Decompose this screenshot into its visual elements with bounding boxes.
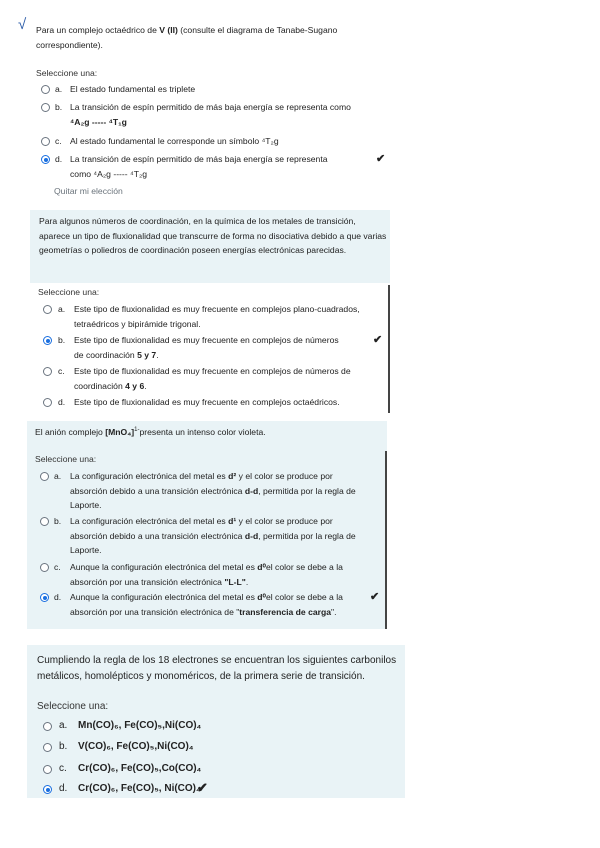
option-text-line3: Laporte.	[70, 500, 102, 510]
option-text-line2: ⁴A₂g ----- ⁴T₁g	[70, 117, 127, 127]
q2-option-c[interactable]	[30, 364, 390, 394]
option-text-line2: como ⁴A₂g ----- ⁴T₂g	[70, 169, 148, 179]
q2-radio-b[interactable]	[43, 336, 52, 345]
option-letter: d.	[54, 592, 62, 602]
option-letter: c.	[54, 562, 61, 572]
q2-option-b[interactable]	[30, 333, 390, 363]
option-text: Cr(CO)₆, Fe(CO)₅, Ni(CO)₄	[78, 783, 201, 794]
option-text: El estado fundamental es triplete	[70, 84, 196, 94]
option-text: La configuración electrónica del metal es d¹ y el color se produce por	[70, 516, 333, 526]
q1-option-b[interactable]	[30, 100, 390, 130]
option-letter: a.	[58, 304, 66, 314]
q4-option-d[interactable]	[27, 782, 405, 798]
option-text: V(CO)₆, Fe(CO)₅,Ni(CO)₄	[78, 741, 194, 752]
option-letter: d.	[58, 397, 66, 407]
option-text-line2: absorción debido a una transición electrónica d-d, permitida por la regla de	[70, 485, 356, 496]
q1-radio-b[interactable]	[41, 103, 50, 112]
correct-mark-icon: √	[18, 16, 27, 33]
option-text: Este tipo de fluxionalidad es muy frecuente en complejos octaédricos.	[74, 397, 340, 407]
option-text: Este tipo de fluxionalidad es muy frecuente en complejos plano-cuadrados,	[74, 304, 360, 314]
question-2-stem: Para algunos números de coordinación, en la química de los metales de transición, aparece un tipo de fluxionalidad que transcurre de forma no disociativa debido a que varias geometrías o poliedros de coordinación poseen energías electrónicas parecidas.	[39, 216, 387, 255]
option-letter: b.	[54, 516, 62, 526]
option-text-line2: absorción por una transición electrónica "L-L".	[70, 576, 249, 587]
q3-option-a[interactable]	[27, 469, 387, 513]
select-prompt: Seleccione una:	[37, 701, 109, 712]
option-letter: b.	[55, 102, 63, 112]
option-letter: b.	[58, 335, 66, 345]
question-3	[27, 421, 387, 629]
option-text-line2: absorción por una transición electrónica de "transferencia de carga".	[70, 606, 337, 617]
q3-option-b[interactable]	[27, 514, 387, 558]
correct-check-icon: ✔	[373, 334, 383, 346]
q4-radio-c[interactable]	[43, 765, 52, 774]
q4-option-a[interactable]	[27, 719, 405, 735]
q3-option-c[interactable]	[27, 560, 387, 590]
answer-rail	[385, 451, 387, 629]
clear-choice-link[interactable]: Quitar mi elección	[54, 186, 123, 196]
q1-radio-c[interactable]	[41, 137, 50, 146]
option-text: La transición de espín permitido de más baja energía se representa	[70, 154, 328, 164]
question-2-answers	[30, 283, 390, 413]
option-text: Este tipo de fluxionalidad es muy frecuente en complejos de números	[74, 335, 339, 345]
option-text-line2: absorción debido a una transición electrónica d-d, permitida por la regla de	[70, 530, 356, 541]
option-text: La transición de espín permitido de más baja energía se representa como	[70, 102, 351, 112]
q4-radio-a[interactable]	[43, 722, 52, 731]
correct-check-icon: ✔	[197, 780, 208, 795]
q1-option-c[interactable]	[30, 134, 390, 149]
q3-radio-d[interactable]	[40, 593, 49, 602]
q2-radio-a[interactable]	[43, 305, 52, 314]
correct-check-icon: ✔	[376, 153, 386, 165]
select-prompt: Seleccione una:	[36, 68, 98, 78]
select-prompt: Seleccione una:	[38, 287, 100, 297]
q1-option-a[interactable]	[30, 82, 390, 97]
q4-option-b[interactable]	[27, 740, 405, 756]
select-prompt: Seleccione una:	[35, 454, 97, 464]
q2-option-a[interactable]	[30, 302, 390, 332]
q4-radio-d[interactable]	[43, 785, 52, 794]
option-text: Al estado fundamental le corresponde un símbolo ⁴T₂g	[70, 136, 279, 146]
question-2	[30, 210, 390, 283]
option-letter: a.	[54, 471, 62, 481]
q4-option-c[interactable]	[27, 762, 405, 778]
q2-radio-d[interactable]	[43, 398, 52, 407]
option-text-line2: coordinación 4 y 6.	[74, 381, 147, 391]
option-text: La configuración electrónica del metal es d² y el color se produce por	[70, 471, 333, 481]
option-text: Aunque la configuración electrónica del metal es d⁰el color se debe a la	[70, 592, 343, 602]
q3-radio-b[interactable]	[40, 517, 49, 526]
option-text-line2: de coordinación 5 y 7.	[74, 350, 159, 360]
q3-radio-c[interactable]	[40, 563, 49, 572]
option-text-line3: Laporte.	[70, 545, 102, 555]
option-text-line2: tetraédricos y bipirámide trigonal.	[74, 319, 201, 329]
question-4	[27, 645, 405, 798]
question-4-stem: Cumpliendo la regla de los 18 electrones se encuentran los siguientes carbonilos metálicos, homolépticos y monoméricos, de la primera serie de transición.	[37, 655, 397, 682]
question-3-stem: El anión complejo $[MnO_4]^{1-}presenta$ un intenso color violeta.	[35, 427, 266, 437]
q2-radio-c[interactable]	[43, 367, 52, 376]
answer-rail	[388, 285, 390, 413]
q4-radio-b[interactable]	[43, 743, 52, 752]
option-text: Mn(CO)₆, Fe(CO)₅,Ni(CO)₄	[78, 720, 202, 731]
question-1	[30, 20, 390, 200]
q3-radio-a[interactable]	[40, 472, 49, 481]
option-text: Este tipo de fluxionalidad es muy frecuente en complejos de números de	[74, 366, 351, 376]
q2-option-d[interactable]	[30, 395, 390, 410]
q1-radio-d[interactable]	[41, 155, 50, 164]
q1-radio-a[interactable]	[41, 85, 50, 94]
option-letter: a.	[55, 84, 63, 94]
option-letter: c.	[59, 763, 67, 774]
correct-check-icon: ✔	[370, 591, 380, 603]
option-letter: c.	[58, 366, 65, 376]
option-text: Aunque la configuración electrónica del metal es d⁰el color se debe a la	[70, 562, 343, 572]
option-letter: c.	[55, 136, 62, 146]
option-letter: d.	[55, 154, 63, 164]
question-1-stem: Para un complejo octaédrico de V (II) (consulte el diagrama de Tanabe-Sugano correspondiente).	[36, 25, 338, 50]
option-text: Cr(CO)₆, Fe(CO)₅,Co(CO)₄	[78, 763, 202, 774]
q3-option-d[interactable]	[27, 590, 387, 620]
option-letter: d.	[59, 783, 68, 794]
option-letter: b.	[59, 741, 68, 752]
q1-option-d[interactable]	[30, 152, 390, 182]
option-letter: a.	[59, 720, 68, 731]
